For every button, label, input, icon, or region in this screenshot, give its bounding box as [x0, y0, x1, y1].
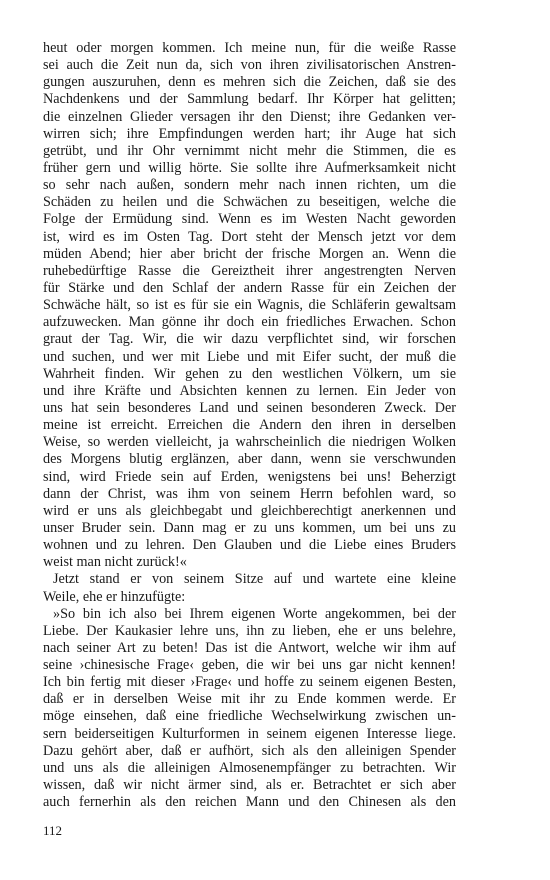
text-line: sei auch die Zeit nun da, sich von ihren zivilisatorischen Anstren- — [43, 57, 456, 74]
text-line: Weise, so werden vielleicht, ja wahrscheinlich die niedrigen Wolken — [43, 434, 456, 451]
text-line: auch fernerhin als den reichen Mann und den Chinesen als den — [43, 794, 456, 811]
text-line: und uns als die alleinigen Almosenempfänger zu betrachten. Wir — [43, 759, 456, 776]
text-line: des Morgens blutig erglänzen, aber dann, wenn sie verschwunden — [43, 451, 456, 468]
text-line: müden Abend; hier aber bricht der frische Morgen an. Wenn die — [43, 245, 456, 262]
text-line: aufzuwecken. Man gönne ihr doch ein friedliches Erwachen. Schon — [43, 314, 456, 331]
text-line: möge einsehen, daß eine friedliche Wechselwirkung zwischen un- — [43, 708, 456, 725]
text-line: Weile, ehe er hinzufügte: — [43, 588, 186, 605]
text-line: »So bin ich also bei Ihrem eigenen Worte angekommen, bei der — [53, 605, 456, 622]
text-line: graut der Tag. Wir, die wir dazu verpflichtet sind, wir forschen — [43, 331, 456, 348]
text-line: und ihre Kräfte und Absichten kennen zu lernen. Ein Jeder von — [43, 382, 456, 399]
text-line: nach seiner Art zu beten! Das ist die Antwort, welche wir ihm auf — [43, 639, 456, 656]
text-line: Nachdenkens und der Sammlung bedarf. Ihr Körper hat gelitten; — [43, 91, 456, 108]
text-line: ruhebedürftige Rasse die Gereiztheit ihrer angestrengten Nerven — [43, 262, 456, 279]
text-line: weist man nicht zurück!« — [43, 554, 187, 571]
text-line: unser Bruder sein. Dann mag er zu uns kommen, um bei uns zu — [43, 519, 456, 536]
text-line: getrübt, und ihr Ohr vernimmt nicht mehr die Stimmen, die es — [43, 142, 456, 159]
text-line: wissen, daß wir nicht ärmer sind, als er. Betrachtet er sich aber — [43, 777, 456, 794]
text-line: dann der Christ, was ihm von seinem Herrn befohlen ward, so — [43, 485, 456, 502]
text-line: Schwäche hält, so ist es für sie ein Wagnis, die Schläferin gewaltsam — [43, 297, 456, 314]
text-line: Jetzt stand er von seinem Sitze auf und wartete eine kleine — [53, 571, 456, 588]
text-line: Dazu gehört aber, daß er aufhört, sich als den alleinigen Spender — [43, 742, 456, 759]
text-line: daß er in derselben Weise mit ihr zu Ende kommen werde. Er — [43, 691, 456, 708]
text-line: heut oder morgen kommen. Ich meine nun, für die weiße Rasse — [43, 40, 456, 56]
text-line: Schäden zu heilen und die Schwächen zu beseitigen, welche die — [43, 194, 456, 211]
text-line: wirren sich; ihre Empfindungen werden hart; ihr Auge hat sich — [43, 125, 456, 142]
text-line: früher gern und willig hörte. Sie sollte ihre Aufmerksamkeit nicht — [43, 159, 456, 176]
text-line: uns hat sein besonderes Land und seinen besonderen Zweck. Der — [43, 399, 456, 416]
text-line: Ich bin fertig mit dieser ›Frage‹ und hoffe zu seinem eigenen Besten, — [43, 674, 456, 691]
text-line: seine ›chinesische Frage‹ geben, die wir bei uns gar nicht kennen! — [43, 657, 456, 674]
text-line: gungen auszuruhen, denn es mehren sich die Zeichen, daß sie des — [43, 74, 456, 91]
page-number: 112 — [43, 823, 63, 838]
text-line: wird er uns als gleichbegabt und gleichberechtigt anerkennen und — [43, 502, 456, 519]
text-line: wohnen und zu lehren. Den Glauben und die Liebe eines Bruders — [43, 537, 456, 554]
text-line: die einzelnen Glieder versagen ihr den Dienst; ihre Gedanken ver- — [43, 108, 456, 125]
text-line: Wahrheit finden. Wir gehen zu den westlichen Völkern, um sie — [43, 365, 456, 382]
text-line: meine ist erreicht. Erreichen die Andern den ihren in derselben — [43, 417, 456, 434]
text-line: so sehr nach außen, sondern mehr nach innen richten, um die — [43, 177, 456, 194]
text-line: für Stärke und den Schlaf der andern Rasse für ein Zeichen der — [43, 279, 456, 296]
text-line: Liebe. Der Kaukasier lehre uns, ihn zu lieben, ehe er uns belehre, — [43, 622, 456, 639]
text-line: Folge der Ermüdung sind. Wenn es im Westen Nacht geworden — [43, 211, 456, 228]
text-line: ist, wird es im Osten Tag. Dort steht der Mensch jetzt vor dem — [43, 228, 456, 245]
text-line: und suchen, und wer mit Liebe und mit Eifer sucht, der muß die — [43, 348, 456, 365]
page-body — [43, 40, 456, 811]
text-line: sern beiderseitigen Kulturformen in seinem eigenen Interesse liege. — [43, 725, 456, 742]
text-line: sind, wird Friede sein auf Erden, wenigstens bei uns! Beherzigt — [43, 468, 456, 485]
